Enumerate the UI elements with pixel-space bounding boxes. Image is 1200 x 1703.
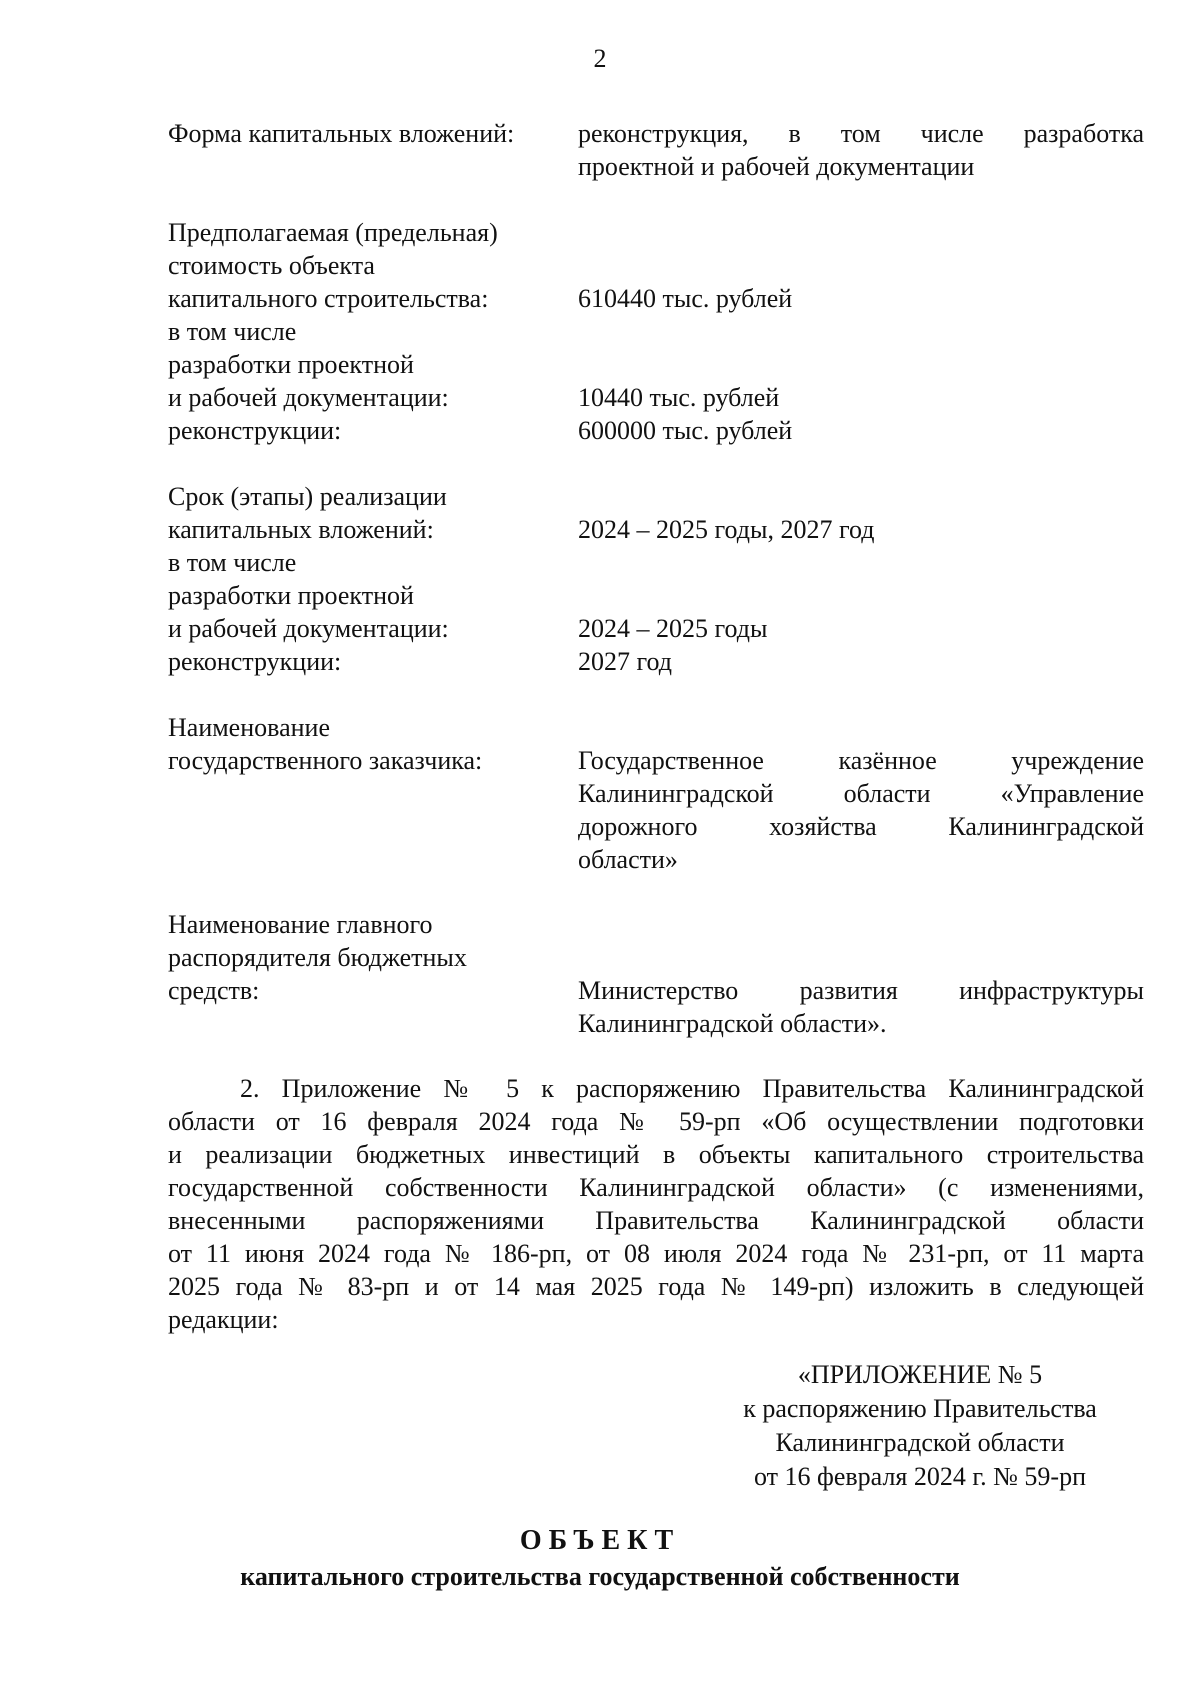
term-label: Срок (этапы) реализации капитальных вложений: в том числе разработки проектной и рабочей документации: реконструкции: (168, 482, 449, 676)
term-design-value: 2024 – 2025 годы (578, 614, 768, 643)
budget-manager-value: Министерство развития инфраструктуры Калининградской области». (578, 976, 1144, 1038)
appendix-header: «ПРИЛОЖЕНИЕ № 5 к распоряжению Правительства Калининградской области от 16 февраля 2024 г. № 59-рп (743, 1360, 1097, 1491)
term-total-value: 2024 – 2025 годы, 2027 год (578, 515, 875, 544)
cost-design-value: 10440 тыс. рублей (578, 383, 780, 412)
capital-form-value: реконструкция, в том числе разработка проектной и рабочей документации (578, 119, 1144, 181)
budget-manager-label: Наименование главного распорядителя бюджетных средств: (168, 910, 467, 1005)
cost-reconstruction-value: 600000 тыс. рублей (578, 416, 793, 445)
document-title: ОБЪЕКТ (519, 1525, 681, 1556)
customer-label: Наименование государственного заказчика: (168, 713, 483, 775)
capital-form-label: Форма капитальных вложений: (168, 119, 515, 148)
cost-label: Предполагаемая (предельная) стоимость объекта капитального строительства: в том числе разработки проектной и рабочей документации: реконструкции: (168, 218, 498, 445)
document-subtitle: капитального строительства государственной собственности (240, 1562, 960, 1591)
cost-total-value: 610440 тыс. рублей (578, 284, 793, 313)
term-reconstruction-value: 2027 год (578, 647, 672, 676)
page-number: 2 (593, 44, 607, 73)
customer-value: Государственное казённое учреждение Калининградской области «Управление дорожного хозяйства Калининградской области» (578, 746, 1144, 874)
amendment-paragraph: 2. Приложение № 5 к распоряжению Правительства Калининградской области от 16 февраля 2024 года № 59-рп «Об осуществлении подготовки и реализации бюджетных инвестиций в объекты капитального строительства государственной собственности Калининградской области» (с изменениями, внесенными распоряжениями Правительства Калининградской области от 11 июня 2024 года № 186-рп, от 08 июля 2024 года № 231-рп, от 11 марта 2025 года № 83-рп и от 14 мая 2025 года № 149-рп) изложить в следующей редакции: (168, 1074, 1144, 1334)
